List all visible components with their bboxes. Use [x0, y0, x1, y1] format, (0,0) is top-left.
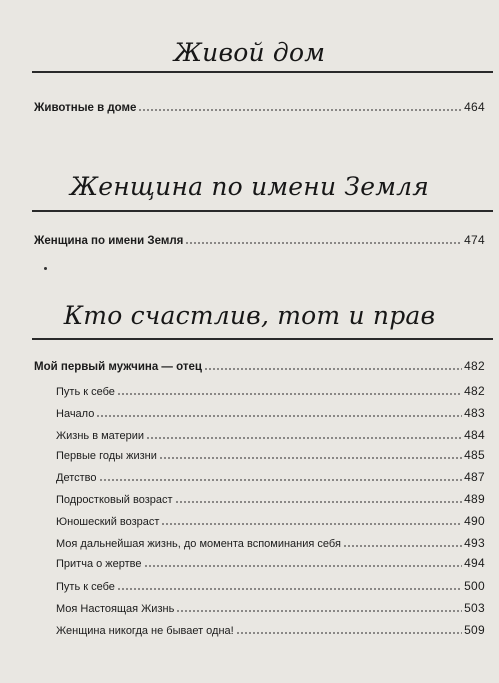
section-divider [32, 210, 493, 212]
toc-page-number: 482 [464, 384, 485, 398]
toc-page-number: 483 [464, 406, 485, 420]
section-divider [32, 338, 493, 340]
toc-page-number: 474 [464, 233, 485, 247]
toc-entry[interactable] [34, 98, 485, 116]
dot-leader [185, 241, 462, 245]
dot-leader [161, 522, 462, 526]
toc-subentry[interactable] [56, 490, 485, 508]
toc-entry-label: Животные в доме [34, 102, 137, 114]
section-title: Кто счастлив, тот и прав [63, 301, 436, 330]
dot-leader [99, 478, 463, 482]
toc-subentry[interactable] [56, 577, 485, 595]
toc-entry[interactable] [34, 231, 485, 249]
dot-leader [175, 500, 463, 504]
toc-entry-label: Путь к себе [56, 386, 115, 398]
dot-leader [96, 414, 462, 418]
toc-page-number: 489 [464, 492, 485, 506]
toc-entry-label: Моя дальнейшая жизнь, до момента вспоминания себя [56, 538, 341, 550]
toc-page-number: 487 [464, 470, 485, 484]
toc-entry-label: Мой первый мужчина — отец [34, 361, 202, 373]
section-kto-schastliv [0, 301, 499, 331]
dot-leader [204, 367, 462, 371]
toc-subentry[interactable] [56, 426, 485, 444]
toc-page-number: 485 [464, 448, 485, 462]
dot-leader [343, 544, 462, 548]
section-title: Женщина по имени Земля [69, 172, 429, 201]
section-zhivoy-dom [0, 38, 499, 68]
toc-subentry[interactable] [56, 404, 485, 422]
toc-page-number: 490 [464, 514, 485, 528]
toc-page-number: 509 [464, 623, 485, 637]
dot-leader [117, 587, 462, 591]
toc-subentry[interactable] [56, 534, 485, 552]
section-divider [32, 71, 493, 73]
toc-subentry[interactable] [56, 446, 485, 464]
toc-entry-main[interactable] [34, 357, 485, 375]
toc-page-number: 493 [464, 536, 485, 550]
toc-subentry[interactable] [56, 554, 485, 572]
dot-leader [159, 456, 462, 460]
toc-entry-label: Женщина никогда не бывает одна! [56, 625, 234, 637]
toc-entry-label: Юношеский возраст [56, 516, 160, 528]
toc-subentry[interactable] [56, 599, 485, 617]
toc-page-number: 464 [464, 100, 485, 114]
dot-leader [146, 436, 462, 440]
toc-entry-label: Начало [56, 408, 95, 420]
toc-page-number: 494 [464, 556, 485, 570]
toc-page-number: 484 [464, 428, 485, 442]
toc-entry-label: Женщина по имени Земля [34, 235, 184, 247]
stray-mark [44, 267, 47, 270]
toc-page-number: 503 [464, 601, 485, 615]
toc-subentry[interactable] [56, 468, 485, 486]
dot-leader [236, 631, 462, 635]
dot-leader [144, 564, 463, 568]
dot-leader [138, 108, 462, 112]
dot-leader [117, 392, 462, 396]
toc-page-number: 500 [464, 579, 485, 593]
toc-entry-label: Детство [56, 472, 97, 484]
toc-entry-label: Моя Настоящая Жизнь [56, 603, 175, 615]
toc-subentry[interactable] [56, 512, 485, 530]
toc-entry-label: Притча о жертве [56, 558, 142, 570]
toc-page-number: 482 [464, 359, 485, 373]
toc-entry-label: Путь к себе [56, 581, 115, 593]
section-title: Живой дом [173, 38, 326, 67]
toc-entry-label: Первые годы жизни [56, 450, 157, 462]
section-zhenshchina-po-imeni-zemlya [0, 172, 499, 202]
toc-subentry[interactable] [56, 621, 485, 639]
toc-entry-label: Жизнь в материи [56, 430, 144, 442]
toc-entry-label: Подростковый возраст [56, 494, 173, 506]
toc-subentry[interactable] [56, 382, 485, 400]
dot-leader [176, 609, 462, 613]
